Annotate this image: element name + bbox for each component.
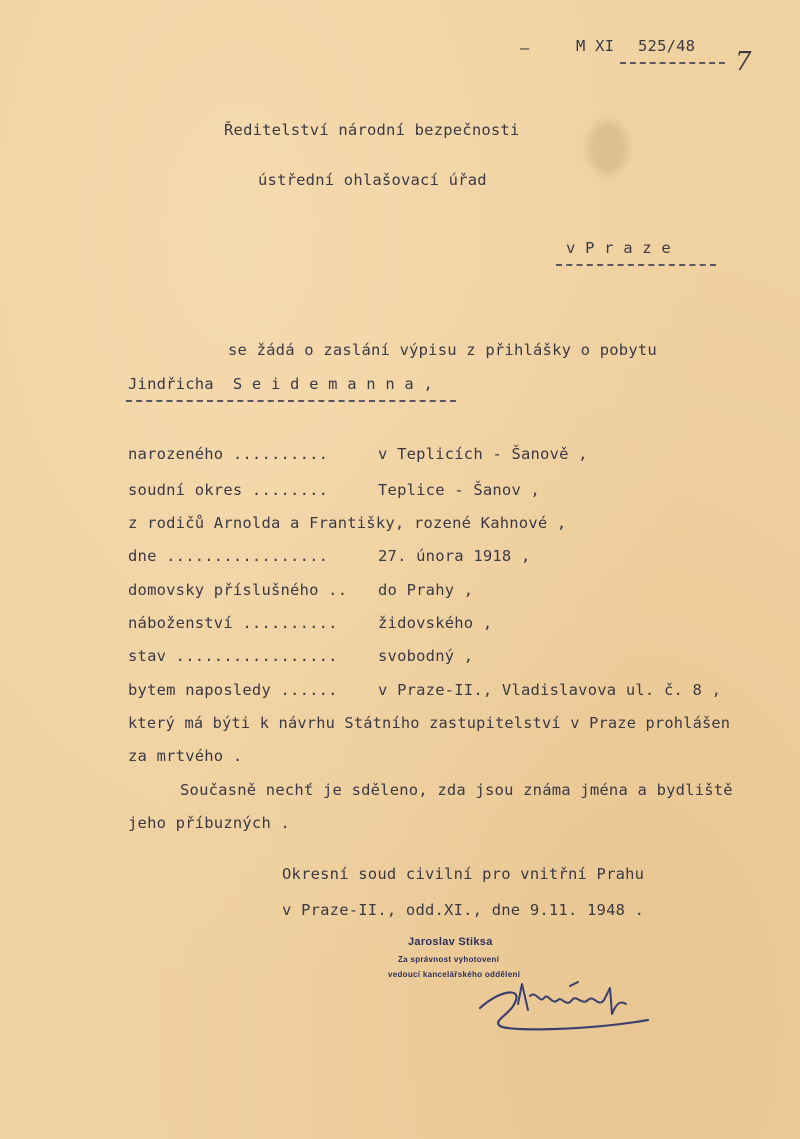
addressee-line-2: ústřední ohlašovací úřad (258, 171, 487, 189)
handwritten-signature (470, 970, 660, 1040)
stamp-name: Jaroslav Stiksa (408, 936, 493, 948)
stamp-line-3: vedoucí kancelářského oddělení (388, 970, 521, 979)
field-residence-value: v Praze-II., Vladislavova ul. č. 8 , (378, 681, 722, 699)
stamp-line-2: Za správnost vyhotovení (398, 955, 500, 964)
field-residence-label: bytem naposledy ...... (128, 681, 338, 699)
subject-name: Jindřicha S e i d e m a n n a , (128, 375, 434, 393)
body-line-2: za mrtvého . (128, 747, 243, 765)
field-birth-value: v Teplicích - Šanově , (378, 445, 588, 463)
field-domicile-label: domovsky příslušného .. (128, 581, 348, 599)
field-district-value: Teplice - Šanov , (378, 481, 541, 499)
field-status-value: svobodný , (378, 647, 474, 665)
field-status-label: stav ................. (128, 647, 338, 665)
field-date-value: 27. února 1918 , (378, 547, 531, 565)
field-religion-label: náboženství .......... (128, 614, 338, 632)
addressee-line-3: v P r a z e (566, 239, 671, 257)
reference-underline (620, 62, 725, 64)
place-date: v Praze-II., odd.XI., dne 9.11. 1948 . (282, 901, 645, 919)
field-date-label: dne ................. (128, 547, 329, 565)
reference-prefix: M XI (576, 37, 615, 55)
reference-number: 525/48 (638, 37, 696, 55)
reference-dash: — (520, 39, 530, 57)
subject-name-underline (126, 400, 456, 402)
field-religion-value: židovského , (378, 614, 493, 632)
field-parents: z rodičů Arnolda a Františky, rozené Kahnové , (128, 514, 567, 532)
field-district-label: soudní okres ........ (128, 481, 329, 499)
field-domicile-value: do Prahy , (378, 581, 474, 599)
addressee-underline (556, 264, 716, 266)
handwritten-mark: 7 (735, 47, 752, 77)
court-name: Okresní soud civilní pro vnitřní Prahu (282, 865, 645, 883)
body-line-1: který má býti k návrhu Státního zastupitelství v Praze prohlášen (128, 714, 731, 732)
body-line-4: jeho příbuzných . (128, 814, 291, 832)
body-line-3: Současně nechť je sděleno, zda jsou známa jména a bydliště (180, 781, 733, 799)
paper-stain (588, 120, 628, 175)
addressee-line-1: Ředitelství národní bezpečnosti (224, 121, 520, 139)
request-intro: se žádá o zaslání výpisu z přihlášky o pobytu (228, 341, 657, 359)
field-birth-label: narozeného .......... (128, 445, 329, 463)
